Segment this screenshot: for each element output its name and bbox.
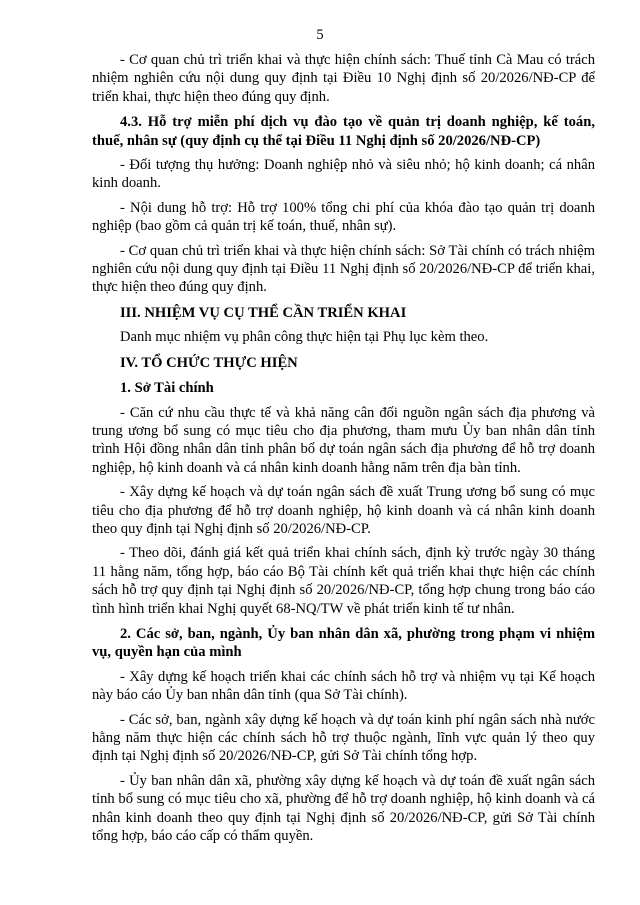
- paragraph-finance-dept-responsibility: - Cơ quan chủ trì triển khai và thực hiện chính sách: Sở Tài chính có trách nhiệm nghiên cứu nội dung quy định tại Điều 11 Nghị định số 20/2026/NĐ-CP để triển khai, thực hiện theo đúng quy định.: [92, 242, 595, 296]
- heading-finance-department: 1. Sở Tài chính: [120, 380, 214, 397]
- paragraph-beneficiaries: - Đối tượng thụ hưởng: Doanh nghiệp nhỏ và siêu nhỏ; hộ kinh doanh; cá nhân kinh doanh.: [92, 157, 595, 192]
- paragraph-support-content: - Nội dung hỗ trợ: Hỗ trợ 100% tổng chi phí của khóa đào tạo quản trị doanh nghiệp (bao gồm cả quản trị kế toán, thuế, nhân sự).: [92, 199, 595, 235]
- paragraph-finance-budget-advice: - Căn cứ nhu cầu thực tế và khả năng cân đối nguồn ngân sách địa phương và trung ương bổ sung có mục tiêu cho địa phương, tham mưu Ủy ban nhân dân tỉnh trình Hội đồng nhân dân tỉnh phân bổ dự toán ngân sách địa phương để hỗ trợ doanh nghiệp, hộ kinh doanh và cá nhân kinh doanh hằng năm trên địa bàn tỉnh.: [92, 404, 595, 476]
- heading-4-3-training-support: 4.3. Hỗ trợ miễn phí dịch vụ đào tạo về quản trị doanh nghiệp, kế toán, thuế, nhân sự (quy định cụ thể tại Điều 11 Nghị định số 20/2026/NĐ-CP): [92, 114, 595, 149]
- document-body: [92, 51, 595, 845]
- paragraph-finance-budget-plan: - Xây dựng kế hoạch và dự toán ngân sách đề xuất Trung ương bổ sung có mục tiêu cho địa phương để hỗ trợ doanh nghiệp, hộ kinh doanh và cá nhân kinh doanh theo quy định tại Nghị định số 20/2026/NĐ-CP.: [92, 484, 595, 537]
- heading-section-iv: IV. TỔ CHỨC THỰC HIỆN: [120, 354, 298, 371]
- paragraph-finance-monitoring: - Theo dõi, đánh giá kết quả triển khai chính sách, định kỳ trước ngày 30 tháng 11 hằng năm, tổng hợp, báo cáo Bộ Tài chính kết quả triển khai thực hiện các chính sách hỗ trợ quy định tại Nghị định số 20/2026/NĐ-CP, tổng hợp chung trong báo cáo tình hình triển khai Nghị quyết 68-NQ/TW về phát triển kinh tế tư nhân.: [92, 545, 595, 617]
- heading-section-iii: III. NHIỆM VỤ CỤ THỂ CẦN TRIỂN KHAI: [120, 304, 407, 321]
- page-number: 5: [316, 27, 324, 43]
- paragraph-task-list-appendix: Danh mục nhiệm vụ phân công thực hiện tại Phụ lục kèm theo.: [120, 329, 489, 346]
- heading-departments-and-communes: 2. Các sở, ban, ngành, Ủy ban nhân dân xã, phường trong phạm vi nhiệm vụ, quyền hạn của mình: [92, 625, 595, 661]
- paragraph-departments-budget: - Các sở, ban, ngành xây dựng kế hoạch và dự toán kinh phí ngân sách nhà nước hằng năm thực hiện các chính sách hỗ trợ thuộc ngành, lĩnh vực quản lý theo quy định tại Nghị định số 20/2026/NĐ-CP, gửi Sở Tài chính tổng hợp.: [92, 711, 595, 765]
- paragraph-departments-plan: - Xây dựng kế hoạch triển khai các chính sách hỗ trợ và nhiệm vụ tại Kế hoạch này báo cáo Ủy ban nhân dân tỉnh (qua Sở Tài chính).: [92, 668, 595, 704]
- paragraph-communes-budget: - Ủy ban nhân dân xã, phường xây dựng kế hoạch và dự toán đề xuất ngân sách tỉnh bổ sung có mục tiêu cho xã, phường để hỗ trợ doanh nghiệp, hộ kinh doanh và cá nhân kinh doanh theo quy định tại Nghị định số 20/2026/NĐ-CP, gửi Sở Tài chính tổng hợp, báo cáo cấp có thẩm quyền.: [92, 772, 595, 845]
- paragraph-tax-agency-responsibility: - Cơ quan chủ trì triển khai và thực hiện chính sách: Thuế tỉnh Cà Mau có trách nhiệm nghiên cứu nội dung quy định tại Điều 10 Nghị định số 20/2026/NĐ-CP để triển khai, thực hiện theo đúng quy định.: [92, 52, 595, 105]
